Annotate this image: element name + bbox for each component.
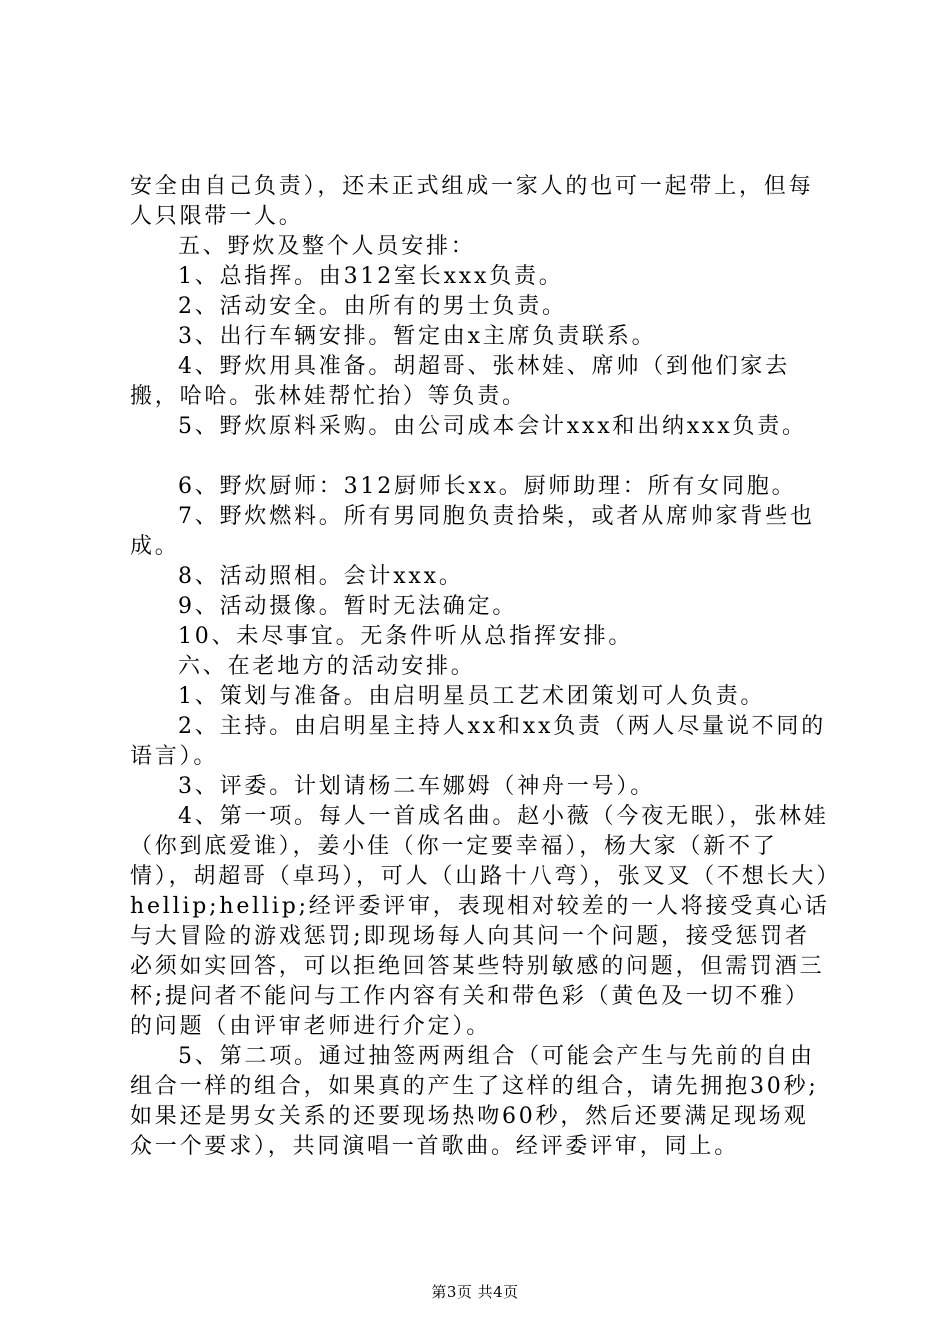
list-item: 4、第一项。每人一首成名曲。赵小薇（今夜无眠），张林娃（你到底爱谁），姜小佳（你一定要幸福），杨大家（新不了情），胡超哥（卓玛），可人（山路十八弯），张叉叉（不想长大）hellip;hellip;经评委评审，表现相对较差的一人将接受真心话与大冒险的游戏惩罚;即现场每人向其问一个问题，接受惩罚者必须如实回答，可以拒绝回答某些特别敏感的问题，但需罚酒三杯;提问者不能问与工作内容有关和带色彩（黄色及一切不雅）的问题（由评审老师进行介定）。 bbox=[130, 804, 831, 1039]
list-item: 3、评委。计划请杨二车娜姆（神舟一号）。 bbox=[178, 774, 655, 799]
section-heading: 六、在老地方的活动安排。 bbox=[178, 654, 476, 679]
list-item: 1、策划与准备。由启明星员工艺术团策划可人负责。 bbox=[178, 684, 766, 709]
list-item: 1、总指挥。由312室长xxx负责。 bbox=[178, 264, 564, 289]
list-item: 9、活动摄像。暂时无法确定。 bbox=[178, 594, 518, 619]
paragraph: 安全由自己负责），还未正式组成一家人的也可一起带上，但每人只限带一人。 bbox=[130, 174, 814, 229]
list-item: 10、未尽事宜。无条件听从总指挥安排。 bbox=[178, 624, 634, 649]
section-heading: 五、野炊及整个人员安排： bbox=[178, 234, 476, 259]
list-item: 4、野炊用具准备。胡超哥、张林娃、席帅（到他们家去搬，哈哈。张林娃帮忙抬）等负责。 bbox=[130, 354, 790, 409]
list-item: 8、活动照相。会计xxx。 bbox=[178, 564, 464, 589]
list-item: 6、野炊厨师：312厨师长xx。厨师助理：所有女同胞。 bbox=[178, 474, 797, 499]
list-item: 7、野炊燃料。所有男同胞负责拾柴，或者从席帅家背些也成。 bbox=[130, 504, 815, 559]
list-item: 2、主持。由启明星主持人xx和xx负责（两人尽量说不同的语言）。 bbox=[130, 714, 827, 769]
document-body bbox=[130, 172, 830, 1162]
list-item: 2、活动安全。由所有的男士负责。 bbox=[178, 294, 567, 319]
list-item: 5、野炊原料采购。由公司成本会计xxx和出纳xxx负责。 bbox=[178, 414, 807, 439]
page-footer: 第3页 共4页 bbox=[431, 1283, 519, 1301]
list-item: 5、第二项。通过抽签两两组合（可能会产生与先前的自由组合一样的组合，如果真的产生了这样的组合，请先拥抱30秒;如果还是男女关系的还要现场热吻60秒，然后还要满足现场观众一个要求），共同演唱一首歌曲。经评委评审，同上。 bbox=[130, 1044, 819, 1159]
list-item: 3、出行车辆安排。暂定由x主席负责联系。 bbox=[178, 324, 657, 349]
blank-line bbox=[130, 442, 830, 472]
